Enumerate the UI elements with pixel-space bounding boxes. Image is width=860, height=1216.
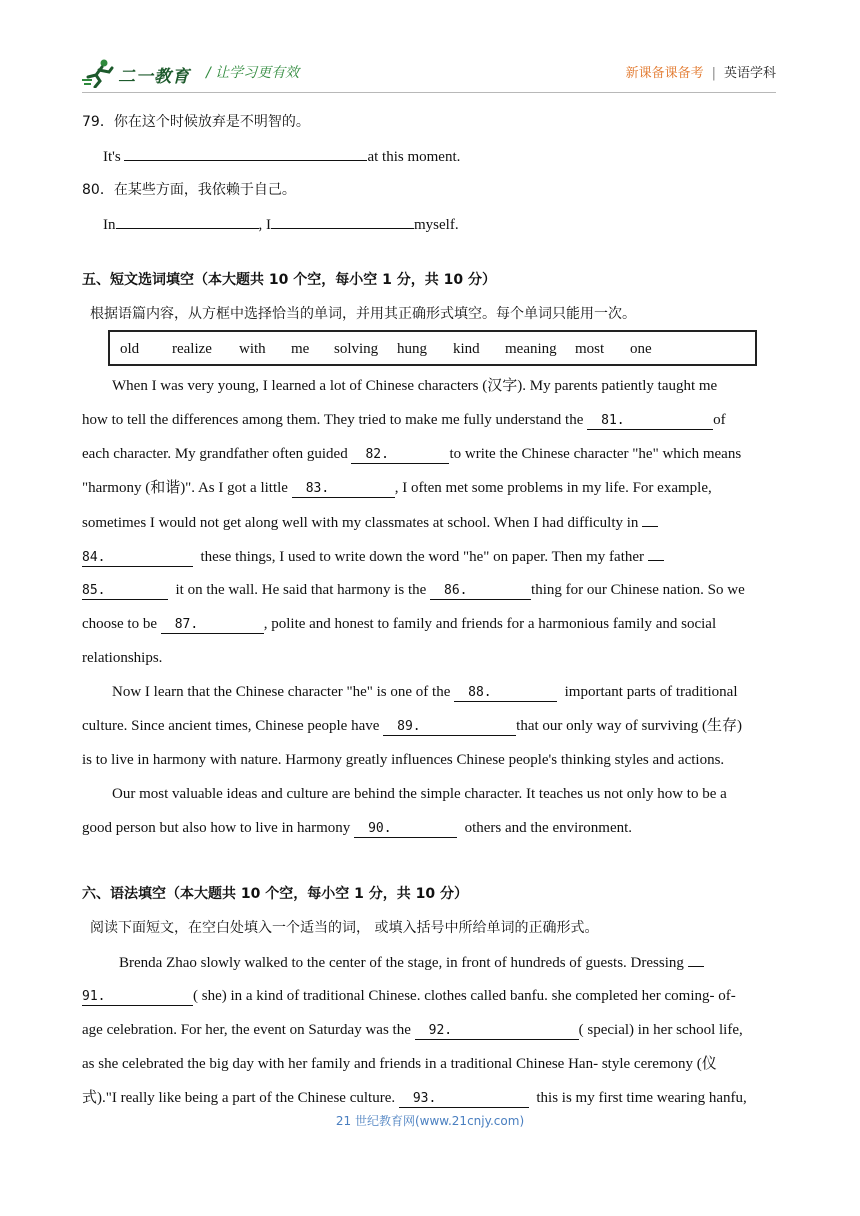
word-bank-item: solving	[334, 341, 379, 357]
passage1-line: When I was very young, I learned a lot of Chinese characters (汉字). My parents patiently taught me	[112, 378, 718, 394]
blank-85[interactable]: 85.	[82, 583, 168, 600]
blank-89[interactable]: 89.	[383, 719, 516, 736]
passage1-line: is to live in harmony with nature. Harmony greatly influences Chinese people's thinking styles and actions.	[82, 752, 725, 768]
passage1-line: good person but also how to live in harmony 90. others and the environment.	[82, 820, 633, 836]
blank-82[interactable]: 82.	[351, 447, 449, 464]
section6-instruction: 阅读下面短文，在空白处填入一个适当的词， 或填入括号中所给单词的正确形式。	[90, 920, 599, 936]
blank-88[interactable]: 88.	[454, 685, 557, 702]
word-bank-item: with	[239, 341, 266, 357]
passage1-line: "harmony (和谐)". As I got a little 83. , I often met some problems in my life. For example,	[82, 480, 712, 496]
section5-instruction: 根据语篇内容，从方框中选择恰当的单词，并用其正确形式填空。每个单词只能用一次。	[90, 306, 636, 322]
word-bank-item: meaning	[505, 341, 557, 357]
blank-91[interactable]: 91.	[82, 989, 193, 1006]
section5-title: 五、短文选词填空（本大题共 10 个空，每小空 1 分，共 10 分）	[82, 272, 496, 288]
page-footer: 21 世纪教育网(www.21cnjy.com)	[335, 1114, 525, 1128]
blank-87[interactable]: 87.	[161, 617, 264, 634]
passage2-line: 式)."I really like being a part of the Chinese culture. 93. this is my first time wearing hanfu,	[82, 1090, 747, 1106]
q79-prompt: 79．你在这个时候放弃是不明智的。	[82, 114, 310, 130]
q80-line: In , I myself.	[103, 214, 459, 235]
passage1-line: 84. these things, I used to write down the word "he" on paper. Then my father	[82, 546, 664, 567]
q79-blank[interactable]	[124, 146, 367, 161]
word-bank-item: most	[575, 341, 605, 357]
q80-prompt: 80．在某些方面，我依赖于自己。	[82, 182, 296, 198]
passage1-line: relationships.	[82, 650, 163, 666]
word-bank-item: me	[291, 341, 310, 357]
passage1-line: choose to be 87. , polite and honest to family and friends for a harmonious family and social	[82, 616, 717, 632]
word-bank-item: hung	[397, 341, 427, 357]
blank-86[interactable]: 86.	[430, 583, 531, 600]
passage1-line: each character. My grandfather often guided 82. to write the Chinese character "he" which means	[82, 446, 742, 462]
passage2-line: 91. ( she) in a kind of traditional Chinese. clothes called banfu. she completed her coming- of-	[82, 988, 736, 1004]
word-bank-item: old	[120, 341, 140, 357]
header-subject: 新课备课备考 | 英语学科	[625, 66, 776, 81]
runner-logo-icon	[82, 58, 118, 88]
page-header	[82, 56, 776, 93]
q79-line: It's at this moment.	[103, 146, 460, 167]
passage1-line: Now I learn that the Chinese character "he" is one of the 88. important parts of traditional	[112, 684, 738, 700]
q80-blank-1[interactable]	[116, 214, 259, 229]
slogan: / 让学习更有效	[206, 65, 300, 81]
word-bank-item: kind	[453, 341, 480, 357]
passage1-line: culture. Since ancient times, Chinese people have 89. that our only way of surviving (生存)	[82, 718, 742, 734]
section6-title: 六、语法填空（本大题共 10 个空，每小空 1 分，共 10 分）	[82, 886, 468, 902]
passage1-line: 85. it on the wall. He said that harmony is the 86. thing for our Chinese nation. So we	[82, 582, 745, 598]
passage2-line: age celebration. For her, the event on Saturday was the 92. ( special) in her school life,	[82, 1022, 743, 1038]
q80-blank-2[interactable]	[271, 214, 414, 229]
word-bank	[108, 330, 757, 366]
word-bank-item: realize	[172, 341, 212, 357]
logo-text: 二一教育	[118, 67, 190, 87]
passage1-line: Our most valuable ideas and culture are behind the simple character. It teaches us not only how to be a	[112, 786, 727, 802]
blank-81[interactable]: 81.	[587, 413, 713, 430]
word-bank-item: one	[630, 341, 652, 357]
blank-83[interactable]: 83.	[292, 481, 395, 498]
blank-93[interactable]: 93.	[399, 1091, 529, 1108]
passage2-line: Brenda Zhao slowly walked to the center of the stage, in front of hundreds of guests. Dressing	[119, 952, 704, 973]
passage1-line: how to tell the differences among them. They tried to make me fully understand the 81. of	[82, 412, 726, 428]
logo	[82, 58, 192, 88]
blank-90[interactable]: 90.	[354, 821, 457, 838]
blank-84[interactable]: 84.	[82, 550, 193, 567]
passage2-line: as she celebrated the big day with her family and friends in a traditional Chinese Han- style ceremony (仪	[82, 1056, 717, 1072]
blank-92[interactable]: 92.	[415, 1023, 579, 1040]
passage1-line: sometimes I would not get along well with my classmates at school. When I had difficulty in	[82, 512, 658, 533]
